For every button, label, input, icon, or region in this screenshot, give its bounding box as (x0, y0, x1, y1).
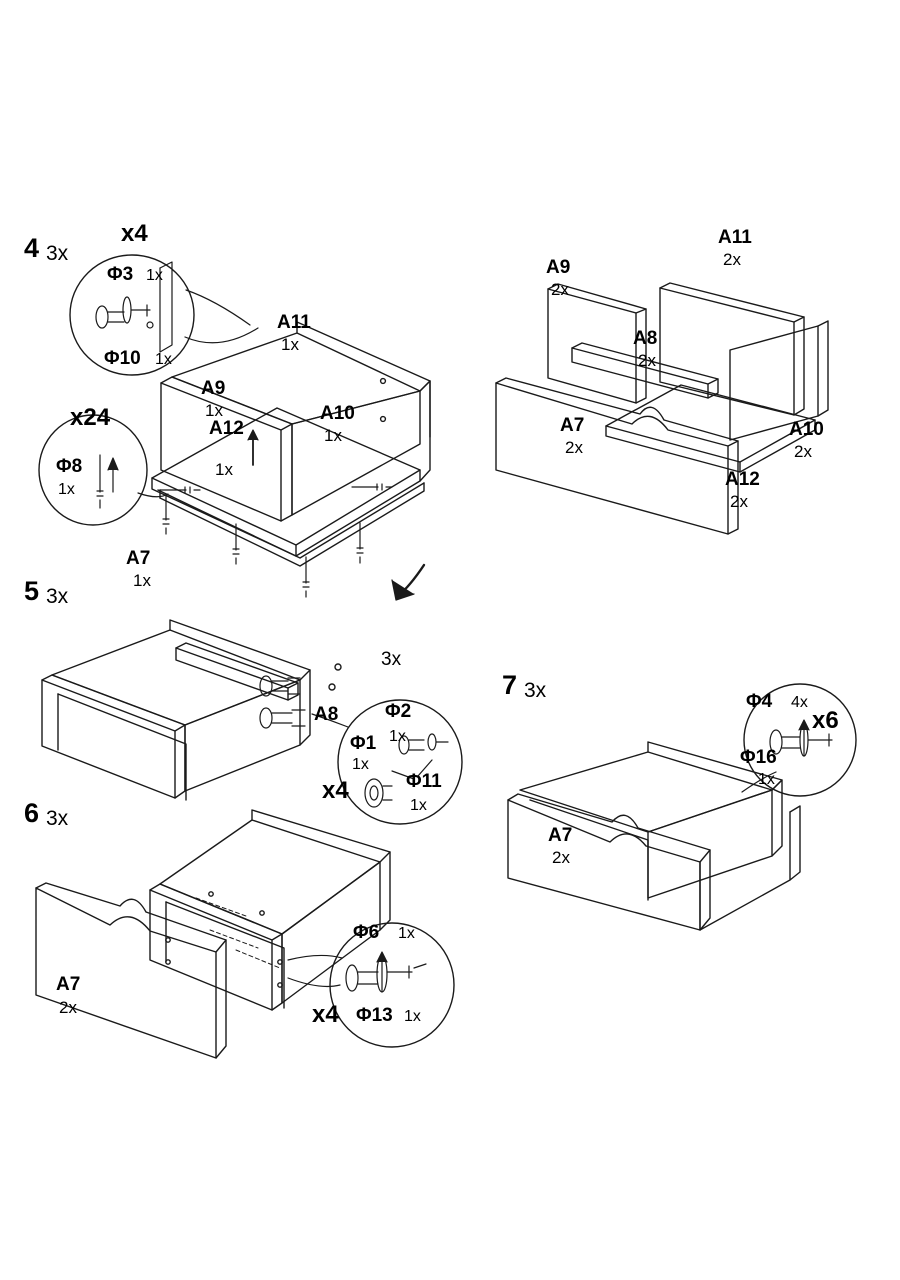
part-label-A9: A9 (201, 378, 226, 399)
hardware-phi10-code: Φ10 (104, 348, 141, 369)
hardware-phi1-code: Φ1 (350, 733, 377, 754)
part-qty-A9: 1x (205, 401, 223, 420)
hardware-phi11-code: Φ11 (406, 771, 442, 792)
exploded-part-label-A10: A10 (789, 419, 824, 440)
exploded-part-label-A8: A8 (633, 328, 658, 349)
step-5-count-3x: 3x (381, 649, 402, 670)
hardware-phi2-qty: 1x (389, 728, 406, 745)
step-6-repeat: 3x (46, 807, 69, 830)
part-qty-A7-step6: 2x (59, 998, 77, 1017)
hardware-phi8-qty: 1x (58, 481, 75, 498)
exploded-part-qty-A11: 2x (723, 250, 741, 269)
step-7-number: 7 (502, 670, 518, 700)
part-qty-A12: 1x (215, 460, 233, 479)
hardware-phi3-qty: 1x (146, 267, 163, 284)
exploded-part-label-A12: A12 (725, 469, 760, 490)
hardware-phi13-qty: 1x (404, 1008, 421, 1025)
hardware-phi16-code: Φ16 (740, 747, 777, 768)
exploded-part-qty-A8: 2x (638, 351, 656, 370)
step-7-repeat: 3x (524, 679, 547, 702)
hardware-phi13-code: Φ13 (356, 1005, 393, 1026)
part-label-A10: A10 (320, 403, 355, 424)
step-5-number: 5 (24, 576, 40, 606)
part-qty-A10: 1x (324, 426, 342, 445)
hardware-phi16-qty: 1x (758, 771, 775, 788)
exploded-part-qty-A7: 2x (565, 438, 583, 457)
hardware-phi6-code: Φ6 (353, 922, 380, 943)
exploded-part-label-A9: A9 (546, 257, 571, 278)
hardware-phi11-qty: 1x (410, 797, 427, 814)
part-qty-A7-step4: 1x (133, 571, 151, 590)
exploded-part-qty-A12: 2x (730, 492, 748, 511)
part-qty-A11: 1x (281, 335, 299, 354)
callout-x6-step7-multiplier: x6 (812, 707, 839, 734)
part-label-A7-step4: A7 (126, 548, 151, 569)
callout-x4-step5-multiplier: x4 (322, 777, 349, 804)
step-5-repeat: 3x (46, 585, 69, 608)
exploded-part-qty-A10: 2x (794, 442, 812, 461)
hardware-phi6-qty: 1x (398, 925, 415, 942)
hardware-phi10-qty: 1x (155, 351, 172, 368)
callout-x24-multiplier: x24 (70, 404, 111, 431)
exploded-part-qty-A9: 2x (551, 280, 569, 299)
step-6-number: 6 (24, 798, 40, 828)
callout-x4-multiplier: x4 (121, 220, 148, 247)
hardware-phi8-code: Φ8 (56, 456, 83, 477)
callout-x4-step6-multiplier: x4 (312, 1001, 339, 1028)
part-qty-A7-step7: 2x (552, 848, 570, 867)
hardware-phi1-qty: 1x (352, 756, 369, 773)
hardware-phi4-qty: 4x (791, 694, 808, 711)
part-label-A11: A11 (277, 312, 311, 333)
part-label-A7-step7: A7 (548, 825, 573, 846)
exploded-part-label-A7: A7 (560, 415, 585, 436)
part-label-A12: A12 (209, 418, 244, 439)
hardware-phi4-code: Φ4 (746, 691, 773, 712)
part-label-A8-step5: A8 (314, 704, 339, 725)
part-label-A7-step6: A7 (56, 974, 81, 995)
hardware-phi3-code: Φ3 (107, 264, 134, 285)
exploded-part-label-A11: A11 (718, 227, 752, 248)
hardware-phi2-code: Φ2 (385, 701, 412, 722)
step-4-repeat: 3x (46, 242, 69, 265)
step-4-number: 4 (24, 233, 40, 263)
